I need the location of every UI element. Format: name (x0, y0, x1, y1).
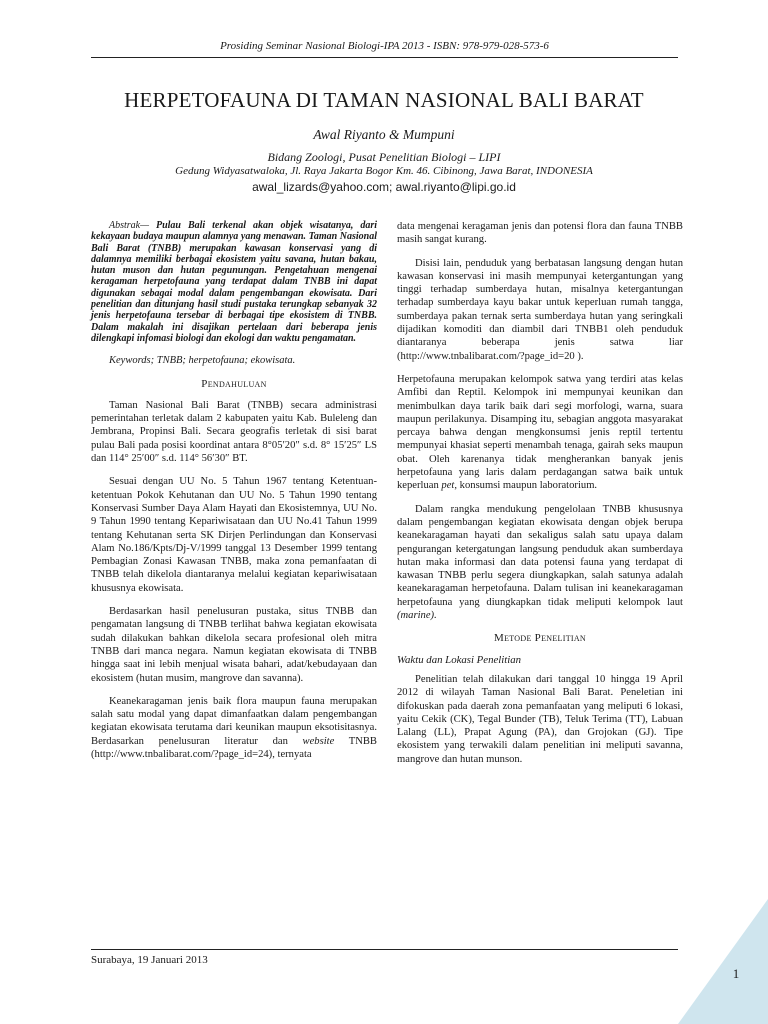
abstract (91, 220, 377, 344)
paper-authors: Awal Riyanto & Mumpuni (313, 127, 455, 142)
italic-term: pet (441, 480, 455, 492)
paragraph: Sesuai dengan UU No. 5 Tahun 1967 tentang Ketentuan-ketentuan Pokok Kehutanan dan UU No. 5 Tahun 1990 tentang Konservasi Sumber Daya Alam Hayati dan Ekosistemnya, UU No. 9 Tahun 1990 tentang Kepariwisataan dan UU No.41 Tahun 1999 tentang Kehutanan serta SK Dirjen Perlindungan dan Konservasi Alam No.186/Kpts/Dj-V/1999 tanggal 13 Desember 1999 tentang Pembagian Zonasi Kawasan TNBB, maka zona pemanfaatan di TNBB telah dikelola diantaranya melalui kegiatan kepariwisataan khususnya ekowisata. (91, 476, 377, 594)
abstract-text: Pulau Bali terkenal akan objek wisatanya, dari kekayaan budaya maupun alamnya yang menawan. Taman Nasional Bali Barat (TNBB) merupakan kawasan konservasi yang di dalamnya memiliki berbagai ekosistem yaitu savana, hutan bakau, hutan muson dan hutan pegunungan. Pengetahuan mengenai keragaman herpetofauna yang terdapat dalam TNBB ini dapat digunakan sebagai modal dalam pengembangan ekowisata. Dari penelitian dan ditunjang hasil studi pustaka terungkap sebanyak 32 jenis herpetofauna tersebar di berbagai tipe ekosistem di TNBB. Dalam makalah ini disajikan pertelaan dari beberapa jenis dilengkapi infomasi biologi dan ekologi dan waktu pengamatan. (91, 220, 377, 344)
page-number: 1 (732, 966, 740, 981)
author-emails: awal_lizards@yahoo.com; awal.riyanto@lipi.go.id (252, 180, 516, 194)
paragraph-text: Dalam rangka mendukung pengelolaan TNBB khususnya dalam pengembangan kegiatan ekowisata dengan objek berupa keanekaragaman hayati dan sekaligus salah satu upaya dalam pengurangan ketergatungan langsung penduduk akan sumberdaya hutan maka informasi dan data potensi fauna yang terdapat di kawasan TNBB perlu segera diungkapkan, salah satunya adalah keanekaragaman herpetofauna. Dalam tulisan ini keanekaragaman herpetofauna yang diungkapkan tidak meliputi kelompok laut (397, 503, 683, 608)
proceedings-header: Prosiding Seminar Nasional Biologi-IPA 2013 - ISBN: 978-979-028-573-6 (220, 40, 549, 52)
paragraph: Disisi lain, penduduk yang berbatasan langsung dengan hutan kawasan konservasi ini masih mempunyai ketergantungan yang tinggi terhadap sumberdaya hutan, misalnya ketergantungan terhadap sumberdaya kayu bakar untuk keperluan rumah tangga, sumberdaya pakan ternak serta sumberdaya hutan yang seringkali dijadikan komoditi dan diambil dari TNBB1 oleh penduduk diantaranya beberapa jenis satwa liar (http://www.tnbalibarat.com/?page_id=20 ). (397, 257, 683, 362)
paragraph: Penelitian telah dilakukan dari tanggal 10 hingga 19 April 2012 di wilayah Taman Nasional Bali Barat. Peneletian ini difokuskan pada daerah zona pemanfaatan yang meliputi 6 lokasi, yaitu Cekik (CK), Tegal Bunder (TB), Teluk Terima (TT), Labuan Lalang (LL), Prapat Agung (PA), dan Grojokan (GJ). Tipe ekosistem yang terwakili dalam penelitian ini meliputi savanna, mangrove dan hutan munson. (397, 673, 683, 765)
footer-location-date: Surabaya, 19 Januari 2013 (91, 954, 208, 966)
keywords: Keywords; TNBB; herpetofauna; ekowisata. (109, 355, 296, 367)
left-column (91, 220, 377, 771)
abstract-label: Abstrak— (109, 220, 149, 231)
paragraph: data mengenai keragaman jenis dan potensi flora dan fauna TNBB masih sangat kurang. (397, 221, 683, 246)
author-address: Gedung Widyasatwaloka, Jl. Raya Jakarta Bogor Km. 46. Cibinong, Jawa Barat, INDONESIA (175, 165, 593, 177)
paragraph (397, 373, 683, 493)
footer-rule (91, 949, 678, 950)
subsection-heading: Waktu dan Lokasi Penelitian (397, 653, 522, 666)
paragraph (91, 695, 377, 761)
section-heading-introduction: Pendahuluan (201, 377, 267, 390)
header-rule (91, 57, 678, 58)
paragraph-text: Keanekaragaman jenis baik flora maupun fauna merupakan salah satu modal yang dapat dimanfaatkan dalam pengembangan kegiatan ekowisata terutama dari keunikan maupun eksotisitasnya. Berdasarkan penelusuran literatur dan (91, 695, 377, 747)
italic-term: website (302, 735, 335, 747)
paragraph-text: TNBB (http://www.tnbalibarat.com/?page_id=24), ternyata (91, 735, 377, 760)
italic-term: (marine). (397, 610, 437, 622)
paragraph: Taman Nasional Bali Barat (TNBB) secara administrasi pemerintahan terletak dalam 2 kabupaten yaitu Kab. Buleleng dan Jembrana, Propinsi Bali. Secara geografis terletak di sisi barat pulau Bali pada posisi koordinat antara 8°05′20″ s.d. 8° 15′25″ LS dan 114° 25′00″ s.d. 114° 56′30″ BT. (91, 399, 377, 465)
section-heading-methods: Metode Penelitian (493, 632, 587, 645)
paragraph-text: Herpetofauna merupakan kelompok satwa yang terdiri atas kelas Amfibi dan Reptil. Kelompok ini mempunyai keunikan dan menimbulkan daya tarik baik dari segi morfologi, warna, suara maupun perilakunya. Disamping itu, sebagian anggota masyarakat percaya bahwa dengan mengkonsumsi jenis reptil tertentu mempunyai khasiat seperti menambah tenaga, gairah seks maupun obat. Oleh karenanya tidak mengherankan banyak jenis herpetofauna yang laris dalam perdagangan satwa baik untuk keperluan (397, 373, 683, 492)
paragraph-text: , konsumsi maupun laboratorium. (454, 480, 598, 492)
right-column (397, 220, 683, 776)
author-affiliation: Bidang Zoologi, Pusat Penelitian Biologi – LIPI (267, 150, 501, 164)
paragraph (397, 503, 683, 623)
paper-title: HERPETOFAUNA DI TAMAN NASIONAL BALI BARAT (124, 88, 644, 112)
page-corner-decoration (678, 899, 768, 1024)
paragraph: Berdasarkan hasil penelusuran pustaka, situs TNBB dan pengamatan langsung di TNBB terlihat bahwa kegiatan ekowisata sudah dilakukan bahkan dikelola secara profesional oleh mitra TNBB dari manca negara. Namun kegiatan ekowisata di TNBB hingga saat ini lebih menjual wisata bahari, adat/kebudayaan dan ekosistem (hutan musim, mangrove dan savanna). (91, 606, 377, 684)
